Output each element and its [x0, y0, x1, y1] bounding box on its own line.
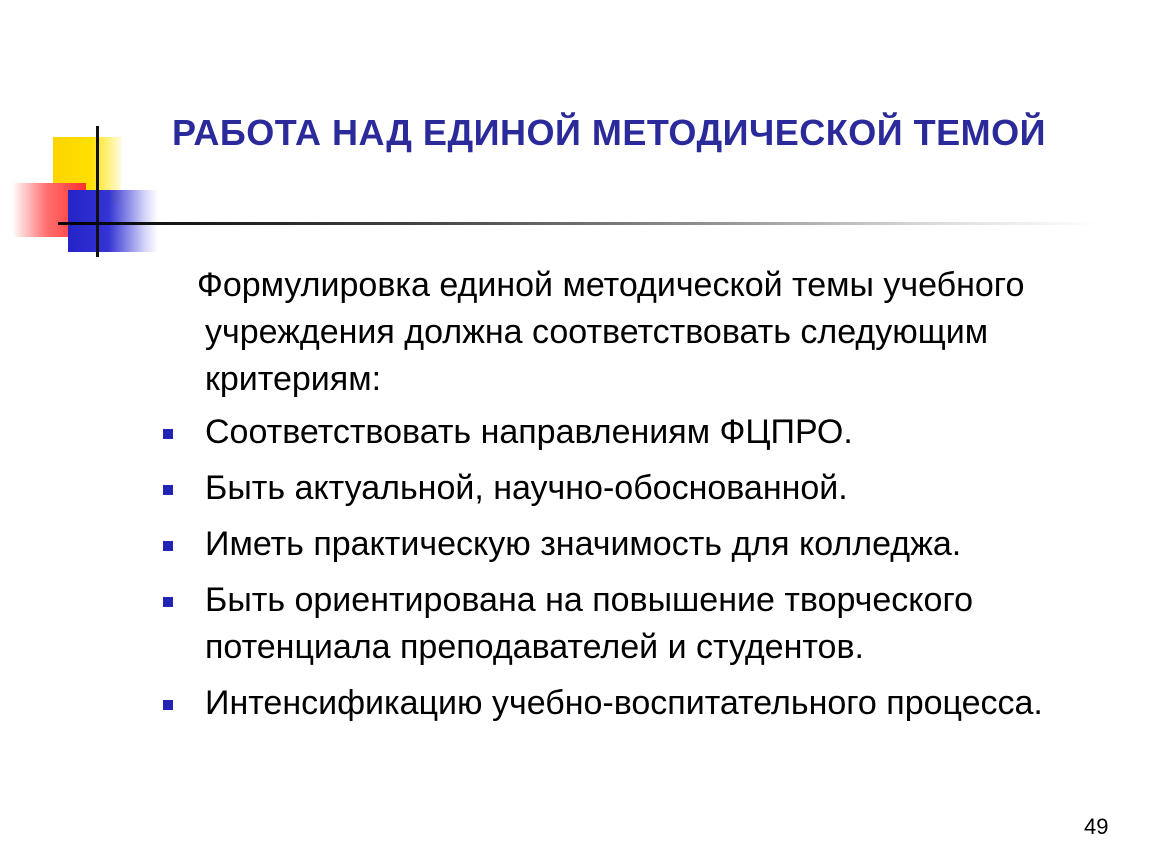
list-item-text: Быть ориентирована на повышение творческого потенциала преподавателей и студентов. — [205, 581, 974, 666]
list-item — [158, 577, 1088, 671]
list-item — [158, 409, 1088, 456]
square-bullet-icon — [163, 485, 173, 495]
criteria-list — [158, 409, 1088, 727]
square-bullet-icon — [163, 597, 173, 607]
decorative-squares — [0, 0, 170, 270]
vertical-rule — [96, 126, 99, 257]
slide-body — [158, 262, 1088, 736]
list-item-text: Соответствовать направлениям ФЦПРО. — [205, 413, 853, 451]
blue-square-decoration — [68, 190, 158, 252]
page-number: 49 — [1084, 814, 1109, 839]
list-item-text: Быть актуальной, научно-обоснованной. — [205, 469, 848, 507]
slide-title: РАБОТА НАД ЕДИНОЙ МЕТОДИЧЕСКОЙ ТЕМОЙ — [172, 112, 1047, 153]
square-bullet-icon — [163, 429, 173, 439]
list-item-text: Интенсификацию учебно-воспитательного процесса. — [205, 684, 1043, 722]
title-underline — [58, 222, 1098, 225]
intro-paragraph: Формулировка единой методической темы учебного учреждения должна соответствовать следующим критериям: — [197, 266, 1025, 398]
square-bullet-icon — [163, 700, 173, 710]
list-item — [158, 680, 1088, 727]
square-bullet-icon — [163, 541, 173, 551]
list-item-text: Иметь практическую значимость для колледжа. — [205, 525, 962, 563]
list-item — [158, 465, 1088, 512]
list-item — [158, 521, 1088, 568]
